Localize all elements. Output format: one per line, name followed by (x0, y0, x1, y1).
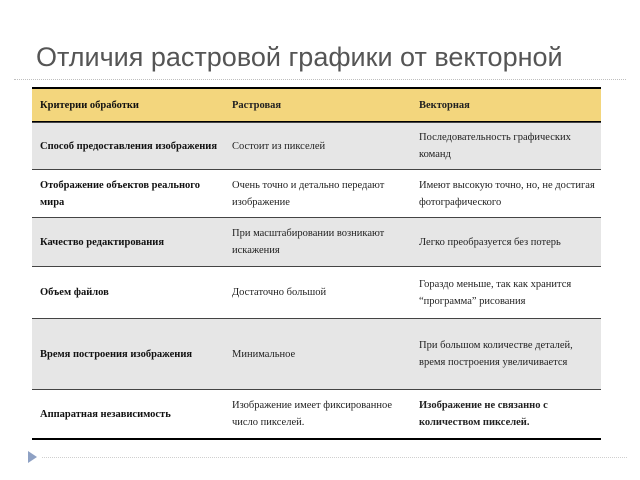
header-vector: Векторная (419, 99, 470, 111)
title-divider (14, 79, 626, 80)
table-row (32, 122, 601, 169)
row-vector: Имеют высокую точно, но, не достигая фотографического (419, 179, 595, 208)
header-raster: Растровая (232, 99, 282, 111)
row-raster: Минимальное (232, 348, 296, 360)
row-raster: Состоит из пикселей (232, 140, 326, 152)
table-row (32, 318, 601, 389)
table-row (32, 169, 601, 217)
row-raster: Достаточно большой (232, 287, 327, 298)
slide-bullet-arrow-icon (28, 451, 37, 463)
table-row (32, 217, 601, 266)
row-raster: Изображение имеет фиксированное число пикселей. (232, 400, 393, 428)
slide-title: Отличия растровой графики от векторной (36, 42, 563, 72)
header-criteria: Критерии обработки (40, 99, 139, 111)
comparison-table (32, 87, 601, 440)
table-row (32, 266, 601, 318)
row-raster: Очень точно и детально передают изображение (232, 179, 385, 208)
row-vector: Легко преобразуется без потерь (419, 236, 561, 248)
row-vector: При большом количестве деталей, время построения увеличивается (419, 340, 573, 368)
row-criterion: Способ предоставления изображения (40, 140, 218, 152)
row-vector: Гораздо меньше, так как хранится “программа” рисования (419, 278, 572, 307)
table-header-row (32, 89, 601, 122)
row-criterion: Время построения изображения (40, 348, 193, 360)
footer-divider (42, 457, 627, 458)
row-criterion: Качество редактирования (40, 236, 165, 248)
row-raster: При масштабировании возникают искажения (232, 228, 385, 256)
row-vector: Последовательность графических команд (419, 132, 571, 160)
row-criterion: Объем файлов (40, 287, 109, 298)
row-criterion: Отображение объектов реального мира (40, 179, 201, 208)
row-criterion: Аппаратная независимость (40, 408, 171, 420)
table-row (32, 389, 601, 438)
row-vector: Изображение не связанно с количеством пикселей. (419, 400, 548, 428)
